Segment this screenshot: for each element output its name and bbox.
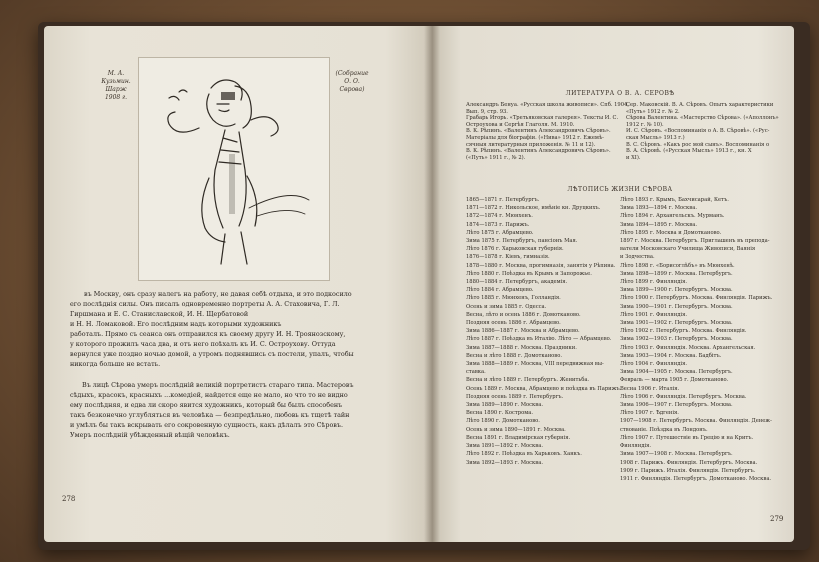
chronicle-left-column [466,196,621,467]
chronicle-entry: Весна 1890 г. Кострома. [466,410,533,417]
chronicle-entry: ставка. [466,369,486,376]
bibliography-entry: («Путь» 1911 г., № 2). [466,154,526,161]
book-gutter [424,26,440,542]
bibliography-entry: сячныя литературныя приложенія. № 11 и 12). [466,141,596,148]
chronicle-entry: Финляндія. [620,443,652,450]
chronicle-entry: 1908 г. Парижъ. Финляндія. Петербургъ. Москва. [620,459,758,466]
chronicle-entry: Лѣто 1880 г. Поѣздка въ Крымъ и Запорожье. [466,270,592,277]
sketch-drawing [139,58,329,280]
body-line: въ Москву, онъ сразу налегъ на работу, не давая себѣ отдыха, и это подкосило [84,290,352,298]
chronicle-entry: Лѣто 1885 г. Мюнхенъ, Голландія. [466,295,561,302]
bibliography-entry: В. К. Рѣпинъ. «Валентинъ Александровичъ Сѣровъ». [466,148,611,155]
chronicle-entry: Лѣто 1903 г. Финляндія. Москва. Архангельская. [620,344,756,351]
chronicle-entry: Лѣто 1907 г. Ѣдгенія. [620,410,679,417]
chronicle-entry: Зима 1902—1903 г. Петербургъ. Москва. [620,336,733,343]
chronicle-entry: Зима 1889—1890 г. Москва. [466,402,543,409]
caption-line: Шарж [105,86,127,93]
chronicle-entry: Лѣто 1884 г. Абрамцево. [466,287,534,294]
bibliography-entry: Сѣрова Валентина. «Мастерство Сѣрова». («Аполлонъ» [626,115,779,122]
chronicle-entry: Зима 1907—1908 г. Москва. Петербургъ. [620,451,733,458]
chronicle-entry: Лѣто 1892 г. Поѣздка въ Харьковъ. Ханкъ. [466,451,582,458]
chronicle-entry: и Зодчества. [620,254,655,261]
chronicle-entry: Весна 1906 г. Италія. [620,385,680,392]
chronicle-entry: 1876—1878 г. Кіевъ, гимназія. [466,254,550,261]
chronicle-entry: Зима 1900—1901 г. Петербургъ. Москва. [620,303,733,310]
chronicle-entry: ватели Московскаго Училища Живописи, Ваянія [620,246,756,253]
bibliography-entry: Грабарь Игорь. «Третьяковская галерея». Тексты И. С. [466,115,619,122]
chronicle-entry: 1911 г. Финляндія. Петербургъ. Домотканово. Москва. [620,475,772,482]
bibliography-entry: 1912 г. № 10). [626,121,664,128]
chronicle-entry: Лѣто 1894 г. Архангельскъ. Мурманъ. [620,213,725,220]
bibliography-entry: ская Мысль» 1913 г.) [626,134,685,141]
body-line: никогда больше не встать. [70,360,161,368]
chronicle-entry: Осень и зима 1890—1891 г. Москва. [466,426,566,433]
chronicle-entry: Лѣто 1887 г. Поѣздка въ Италію. Лѣто — Абрамцево. [466,336,612,343]
chronicle-entry: Зима 1904—1905 г. Москва. Петербургъ. [620,369,733,376]
chronicle-entry: 1872—1874 г. Мюнхенъ. [466,213,533,220]
bibliography-entry: Александръ Бенуа. «Русская школа живописи». Спб. 1904, [466,102,629,108]
illustration-caption-left [96,70,136,102]
chronicle-heading: ЛѢТОПИСЬ ЖИЗНИ СѢРОВА [567,186,673,193]
chronicle-entry: 1897 г. Москва. Петербургъ. Приглашенъ въ препода- [620,238,770,245]
caption-line: (Собрание [335,70,369,77]
chronicle-entry: Весна и лѣто 1888 г. Домотканово. [466,352,563,359]
chronicle-entry: 1865—1871 г. Петербургъ. [466,197,540,203]
chronicle-entry: Лѣто 1898 г. «Борисоглѣбъ» въ Мюнхенѣ. [620,262,735,269]
chronicle-entry: 1909 г. Парижъ. Италія. Финляндія. Петербургъ. [620,467,756,474]
body-line: Умеръ послѣдній убѣжденный вѣщій человѣкъ. [70,431,230,439]
body-line: вернулся уже поздно ночью домой, а утромъ поднявшись съ постели, упалъ, чтобы [70,350,354,358]
bibliography-entry: Остроухова и Сергѣя Глаголя. М. 1910. [466,121,575,128]
chronicle-entry: Лѣто 1901 г. Финляндія. [620,311,687,318]
chronicle-entry: 1874—1873 г. Парижъ. [466,221,530,228]
chronicle-entry: Зима 1903—1904 г. Москва. Бадбітъ. [620,352,722,359]
bibliography-entry: И. С. Сѣровъ. «Воспоминанія о А. В. Сѣровѣ». («Рус- [626,128,770,135]
chronicle-entry: Поздняя осень 1889 г. Петербургъ. [466,393,564,400]
caption-line: М. А. [107,70,125,77]
chronicle-entry: Осень и зима 1885 г. Одесса. [466,303,547,310]
bibliography-entry: и XI). [626,154,641,161]
chronicle-entry: Весна 1891 г. Владимірская губернія. [466,434,571,441]
chronicle-entry: Поздняя осень 1886 г. Абрамцево. [466,320,561,327]
chronicle-entry: Зима 1893—1894 г. Москва. [620,205,697,212]
bibliography-entry: «Путь» 1912 г. № 2. [626,108,680,115]
body-line: такъ безконечно углубляться въ человѣка — безпредѣльно, любовь къ тщетѣ тайн [70,411,350,419]
chronicle-right-column [620,196,772,483]
chronicle-entry: Лѣто 1907 г. Путешествіе въ Грецію и на Критъ. [620,434,754,441]
chronicle-entry: Весна и лѣто 1889 г. Петербургъ. Женитьба. [466,377,590,384]
body-line: его послѣднія силы. Онъ писалъ одновременно портреты А. А. Стаховича, Г. Л. [70,300,340,308]
chronicle-entry: 1878—1880 г. Москва, прогимназія, занятія у Рѣпина. [466,262,616,269]
chronicle-entry: Зима 1894—1895 г. Москва. [620,221,697,228]
bibliography-entry: Матеріалы для біографіи. («Нива» 1912 г. Ежемѣ- [466,134,604,141]
chronicle-entry: Весна, лѣто и осень 1886 г. Домотканово. [466,311,581,318]
body-line: и Н. Н. Ломаковой. Его послѣдним надъ которыми художникъ [70,320,282,328]
chronicle-entry: Зима 1899—1900 г. Петербургъ. Москва. [620,287,733,294]
chronicle-entry: Февраль — марта 1905 г. Домотканово. [620,377,729,384]
chronicle-entry: Лѣто 1902 г. Петербургъ. Москва. Финляндія. [620,328,747,335]
chronicle-entry: Зима 1887—1888 г. Москва. Праздники. [466,344,577,351]
chronicle-entry: Зима 1898—1899 г. Москва. Петербургъ. [620,270,733,277]
body-line: ему послѣдняя, и едва ли скоро явится художникъ, который бы былъ способенъ [70,401,343,409]
chronicle-entry: Зима 1886—1887 г. Москва и Абрамцево. [466,328,580,335]
bibliography-entry: В. К. Рѣпинъ. «Валентинъ Александровичъ Сѣровъ». [466,128,611,135]
bibliography-left-column [466,102,629,161]
chronicle-entry: Зима 1906—1907 г. Петербургъ. Москва. [620,402,733,409]
bibliography-entry: Сер. Маковскій. В. А. Сѣровъ. Опытъ характеристики [626,102,774,108]
caption-line: О. О. [344,78,360,85]
chronicle-entry: Лѣто 1876 г. Харьковская губернія. [466,246,564,253]
body-line: Въ лицѣ Сѣрова умеръ послѣдній великій портретистъ стараго типа. Мастеровъ [82,381,354,389]
chronicle-entry: Лѣто 1893 г. Крымъ, Бахчисарай, Кетъ. [620,197,729,203]
chronicle-entry: Зима 1888—1889 г. Москва, VIII передвижная вы- [466,361,604,368]
bibliography-heading: ЛИТЕРАТУРА О В. А. СЕРОВѢ [565,90,675,97]
chronicle-entry: 1871—1872 г. Никольское, имѣніе кн. Друцкихъ. [466,205,601,212]
caption-line: Кузьмин. [101,78,131,85]
chronicle-entry: Зима 1901—1902 г. Петербургъ. Москва. [620,320,733,327]
body-line: и умѣлъ бы такъ вскрывать его сокровенную сущность, какъ дѣлалъ это Сѣровъ. [70,421,343,429]
bibliography-entry: Вып. 9, стр. 93. [466,108,508,115]
caricature-sketch [138,57,330,281]
chronicle-entry: Зима 1891—1892 г. Москва. [466,443,543,450]
caption-line: Сврова) [339,86,365,93]
chronicle-entry: Лѣто 1895 г. Москва и Домотканово. [620,229,722,236]
chronicle-entry: Зима 1875 г. Петербургъ, пансіонъ Мая. [466,238,578,245]
chronicle-entry: Лѣто 1900 г. Петербургъ. Москва. Финляндія. Парижъ. [620,295,773,302]
body-line: сѣдыхъ, красокъ, красныхъ ...комедіей, найдется еще не мало, но что то не видно [70,391,348,399]
chronicle-entry: Лѣто 1899 г. Финляндія. [620,279,687,286]
chronicle-entry: Осень 1889 г. Москва, Абрамцево и поѣздка въ Парижъ. [466,385,622,392]
caption-line: 1908 г. [104,94,128,101]
page-number-right: 279 [770,515,784,523]
chronicle-entry: ствованіе. Поѣздка въ Лондонъ. [620,426,708,433]
chronicle-entry: Зима 1892—1893 г. Москва. [466,459,543,466]
body-line: Гиршмана и Е. С. Станиславской, И. Н. Щербатовой [70,310,249,318]
body-line: работалъ. Прямо съ сеанса онъ отправился къ своему другу И. Н. Троянозскому, [70,330,346,338]
chronicle-entry: Лѣто 1904 г. Финляндія. [620,361,687,368]
bibliography-right-column [626,102,779,161]
chronicle-entry: Лѣто 1906 г. Финляндія. Петербургъ. Москва. [620,393,747,400]
bibliography-entry: В. А. Сѣровѣ. («Русская Мысль» 1913 г., кн. Х [626,148,752,155]
chronicle-entry: Лѣто 1890 г. Домотканово. [466,418,540,425]
bibliography-entry: В. С. Сѣровъ. «Какъ рос мой сынъ». Воспоминанія о [626,141,770,148]
chronicle-entry: 1907—1908 г. Петербургъ. Москва. Финляндія. Денеж- [620,418,772,425]
chronicle-entry: 1880—1884 г. Петербургъ, академія. [466,279,568,286]
illustration-caption-right [332,70,372,94]
body-line: у которого прожилъ часа два, и отъ него поѣхалъ къ И. С. Остроухову. Оттуда [70,340,336,348]
chronicle-entry: Лѣто 1875 г. Абрамцево. [466,229,534,236]
page-number-left: 278 [62,495,76,503]
